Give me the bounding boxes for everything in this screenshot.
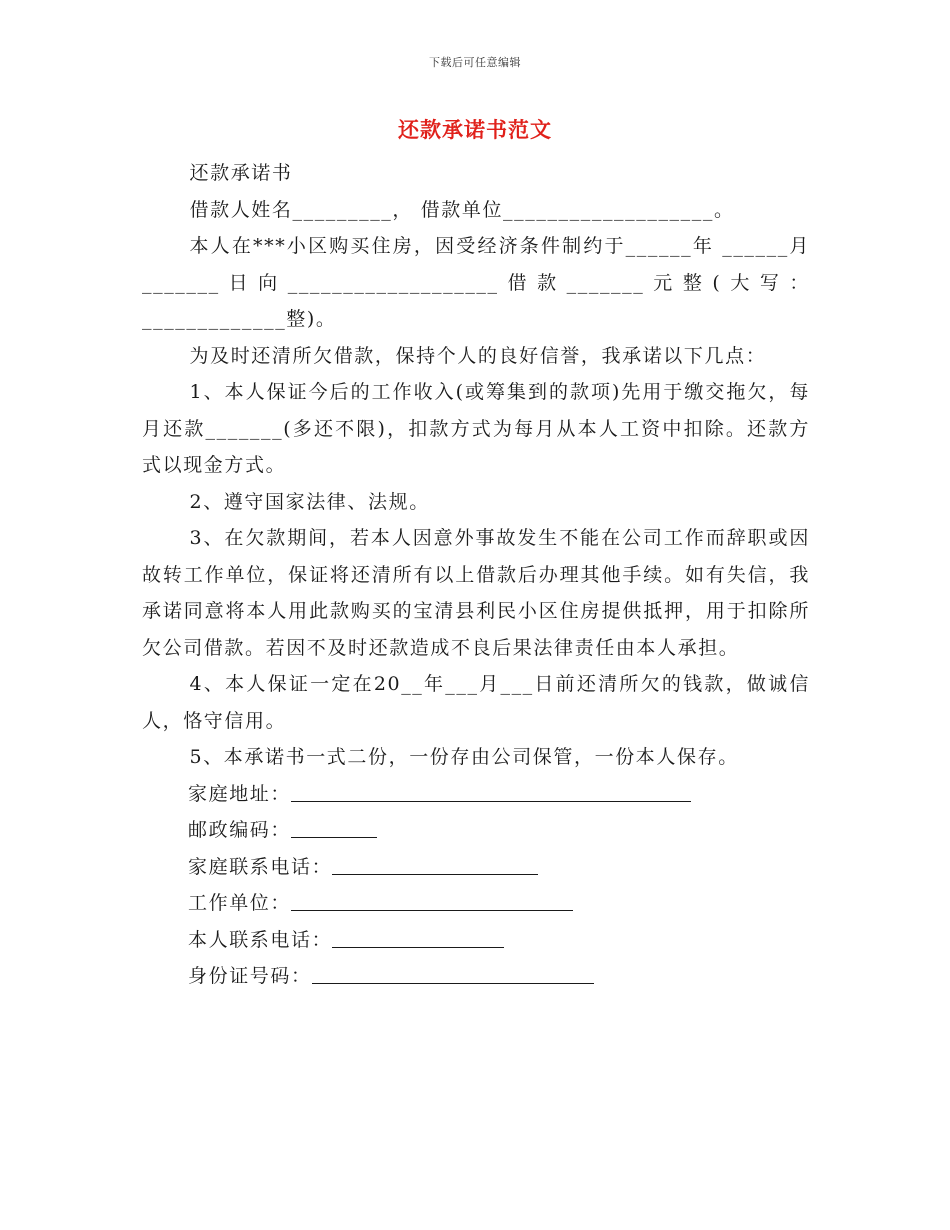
postal-code-label: 邮政编码： [188,819,292,841]
personal-phone-label: 本人联系电话： [188,928,333,951]
home-phone-field [142,849,810,886]
clause-3-paragraph: 3、在欠款期间，若本人因意外事故发生不能在公司工作而辞职或因故转工作单位，保证将还清所有以上借款后办理其他手续。如有失信，我承诺同意将本人用此款购买的宝清县利民小区住房提供抵押，用于扣除所欠公司借款。若因不及时还款造成不良后果法律责任由本人承担。 [142,527,810,659]
work-unit-field [142,885,810,922]
header-note: 下载后可任意编辑 [429,56,521,69]
intro-paragraph: 为及时还清所欠借款，保持个人的良好信誉，我承诺以下几点： [189,344,767,367]
home-phone-blank [332,852,538,875]
subtitle-paragraph: 还款承诺书 [189,162,293,184]
clause-2-paragraph: 2、遵守国家法律、法规。 [189,490,430,513]
clause-1-paragraph: 1、本人保证今后的工作收入(或筹集到的款项)先用于缴交拖欠，每月还款_______(多还不限)，扣款方式为每月从本人工资中扣除。还款方式以现金方式。 [142,381,810,476]
postal-code-field [142,812,810,849]
id-number-blank [312,961,594,984]
home-address-blank [291,779,691,802]
clause-5-paragraph: 5、本承诺书一式二份，一份存由公司保管，一份本人保存。 [189,746,739,768]
id-number-label: 身份证号码： [188,965,312,987]
postal-code-blank [291,815,377,838]
document-title: 还款承诺书范文 [398,117,552,142]
personal-phone-blank [332,925,504,948]
personal-phone-field [142,922,810,959]
work-unit-label: 工作单位： [188,892,292,914]
document-body [142,155,810,995]
clause-4-paragraph: 4、本人保证一定在20__年___月___日前还清所欠的钱款，做诚信人，恪守信用。 [142,673,810,732]
loan-details-paragraph: 本人在***小区购买住房，因受经济条件制约于______年 ______月 _______日向___________________借款_______元整(大写：_____________整)。 [142,235,810,330]
id-number-field [142,958,810,995]
home-address-field [142,776,810,813]
borrower-info-paragraph: 借款人姓名_________， 借款单位___________________。 [189,198,735,221]
home-phone-label: 家庭联系电话： [188,855,333,878]
home-address-label: 家庭地址： [188,782,292,805]
work-unit-blank [291,888,573,911]
